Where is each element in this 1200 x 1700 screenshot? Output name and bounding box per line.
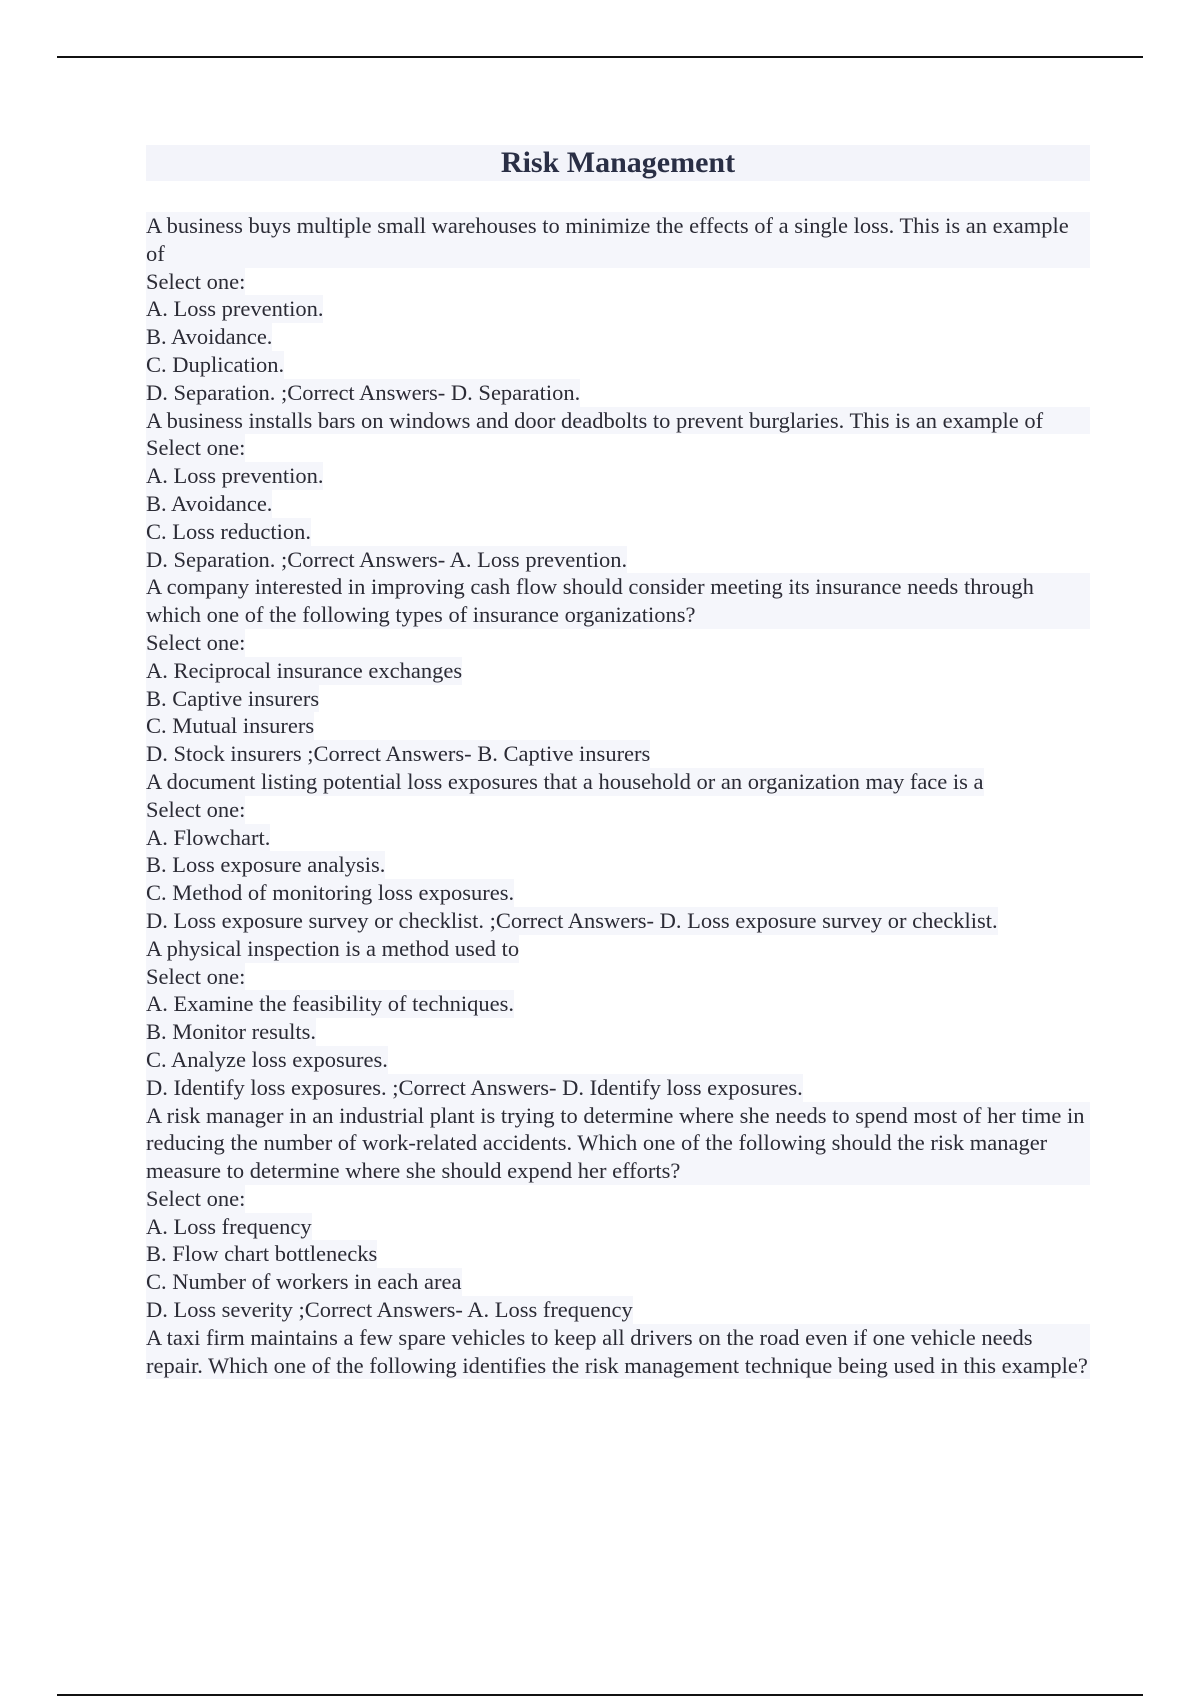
document-body bbox=[146, 212, 1090, 1379]
question-3-option-a: A. Reciprocal insurance exchanges bbox=[146, 657, 463, 683]
question-6-option-b: B. Flow chart bottlenecks bbox=[146, 1241, 378, 1267]
question-4-option-c: C. Method of monitoring loss exposures. bbox=[146, 880, 515, 906]
question-6-option-d-answer: D. Loss severity ;Correct Answers- A. Loss frequency bbox=[146, 1297, 633, 1323]
select-one-label: Select one: bbox=[146, 796, 246, 822]
question-2-option-c: C. Loss reduction. bbox=[146, 518, 311, 544]
bottom-rule bbox=[57, 1694, 1143, 1696]
question-5-option-c: C. Analyze loss exposures. bbox=[146, 1046, 388, 1072]
question-2-option-d-answer: D. Separation. ;Correct Answers- A. Loss prevention. bbox=[146, 546, 628, 572]
question-5-option-d-answer: D. Identify loss exposures. ;Correct Answers- D. Identify loss exposures. bbox=[146, 1074, 803, 1100]
select-one-label: Select one: bbox=[146, 629, 246, 655]
question-6-option-a: A. Loss frequency bbox=[146, 1213, 312, 1239]
select-one-label: Select one: bbox=[146, 963, 246, 989]
select-one-label: Select one: bbox=[146, 435, 246, 461]
question-6-text: A risk manager in an industrial plant is trying to determine where she needs to spend most of her time in reducing the number of work-related accidents. Which one of the following should the risk manager measure to determine where she should expend her efforts? bbox=[146, 1102, 1091, 1184]
select-one-label: Select one: bbox=[146, 268, 246, 294]
question-2-text: A business installs bars on windows and door deadbolts to prevent burglaries. This is an example of bbox=[146, 407, 1090, 435]
question-1-option-b: B. Avoidance. bbox=[146, 324, 273, 350]
question-2-option-a: A. Loss prevention. bbox=[146, 463, 324, 489]
question-4-option-b: B. Loss exposure analysis. bbox=[146, 852, 386, 878]
question-3-option-b: B. Captive insurers bbox=[146, 685, 320, 711]
question-1-option-d-answer: D. Separation. ;Correct Answers- D. Separation. bbox=[146, 379, 581, 405]
question-1-option-a: A. Loss prevention. bbox=[146, 296, 324, 322]
question-3-option-c: C. Mutual insurers bbox=[146, 713, 315, 739]
question-3-option-d-answer: D. Stock insurers ;Correct Answers- B. Captive insurers bbox=[146, 741, 651, 767]
question-4-option-d-answer: D. Loss exposure survey or checklist. ;Correct Answers- D. Loss exposure survey or checklist. bbox=[146, 907, 998, 933]
page-title: Risk Management bbox=[500, 146, 736, 179]
question-5-option-a: A. Examine the feasibility of techniques. bbox=[146, 991, 515, 1017]
question-1-option-c: C. Duplication. bbox=[146, 351, 285, 377]
question-5-option-b: B. Monitor results. bbox=[146, 1019, 317, 1045]
top-rule bbox=[57, 56, 1143, 58]
question-4-text: A document listing potential loss exposures that a household or an organization may face is a bbox=[146, 768, 984, 794]
question-4-option-a: A. Flowchart. bbox=[146, 824, 271, 850]
question-1-text: A business buys multiple small warehouses to minimize the effects of a single loss. This is an example of bbox=[146, 212, 1090, 268]
question-7-text: A taxi firm maintains a few spare vehicles to keep all drivers on the road even if one vehicle needs repair. Which one of the following identifies the risk management technique being used in this example? bbox=[146, 1324, 1090, 1380]
question-5-text: A physical inspection is a method used to bbox=[146, 935, 520, 961]
question-6-option-c: C. Number of workers in each area bbox=[146, 1269, 462, 1295]
select-one-label: Select one: bbox=[146, 1185, 246, 1211]
question-2-option-b: B. Avoidance. bbox=[146, 490, 273, 516]
title-bar bbox=[146, 145, 1090, 181]
question-3-text: A company interested in improving cash flow should consider meeting its insurance needs through which one of the following types of insurance organizations? bbox=[146, 573, 1090, 629]
